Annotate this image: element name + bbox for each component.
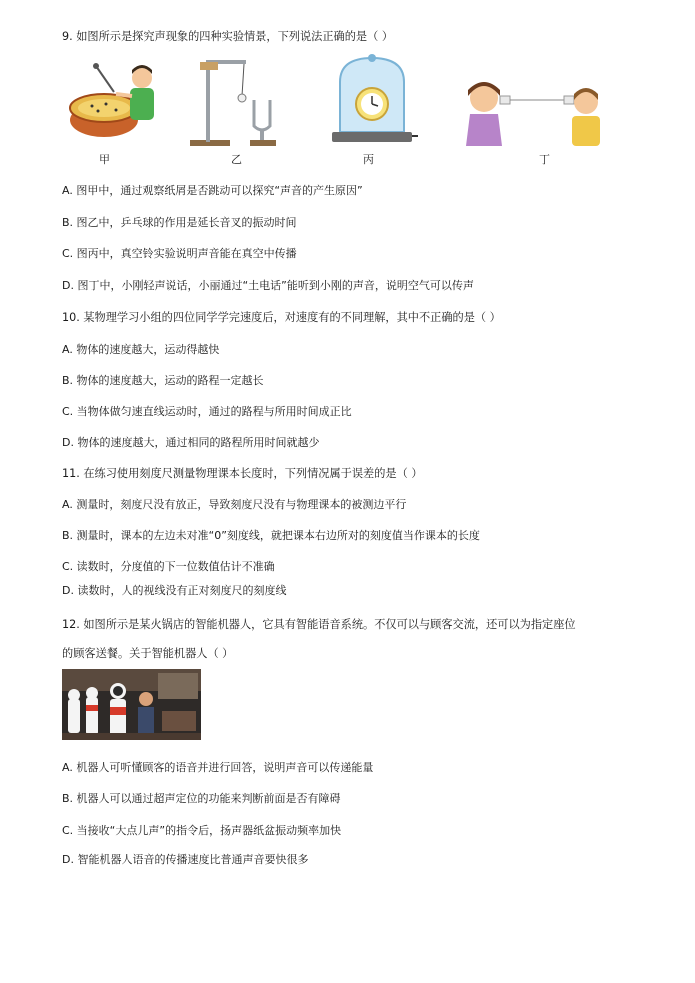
caption-jia: 甲 bbox=[99, 153, 110, 166]
q9-option-a: A. 图甲中，通过观察纸屑是否跳动可以探究“声音的产生原因” bbox=[62, 184, 363, 197]
robot-restaurant-photo bbox=[62, 669, 201, 740]
figure-bing-bell-jar bbox=[326, 52, 418, 148]
q10-option-a: A. 物体的速度越大，运动得越快 bbox=[62, 343, 220, 356]
q11-option-c: C. 读数时，分度值的下一位数值估计不准确 bbox=[62, 560, 275, 573]
q10-option-b: B. 物体的速度越大，运动的路程一定越长 bbox=[62, 374, 264, 387]
q9-option-c: C. 图丙中，真空铃实验说明声音能在真空中传播 bbox=[62, 247, 297, 260]
caption-bing: 丙 bbox=[363, 153, 374, 166]
q10-option-d: D. 物体的速度越大，通过相同的路程所用时间就越少 bbox=[62, 436, 320, 449]
q12-stem-line1: 12. 如图所示是某火锅店的智能机器人，它具有智能语音系统。不仅可以与顾客交流，还可以为指定座位 bbox=[62, 618, 576, 631]
q10-stem: 10. 某物理学习小组的四位同学学完速度后，对速度有的不同理解，其中不正确的是（ ） bbox=[62, 311, 501, 324]
q12-option-d: D. 智能机器人语音的传播速度比普通声音要快很多 bbox=[62, 853, 309, 866]
q12-stem-line2: 的顾客送餐。关于智能机器人（ ） bbox=[62, 647, 234, 660]
caption-yi: 乙 bbox=[231, 153, 242, 166]
q9-stem: 9. 如图所示是探究声现象的四种实验情景，下列说法正确的是（ ） bbox=[62, 30, 394, 43]
q11-option-a: A. 测量时，刻度尺没有放正，导致刻度尺没有与物理课本的被测边平行 bbox=[62, 498, 407, 511]
q9-option-d: D. 图丁中，小刚轻声说话，小丽通过“土电话”能听到小刚的声音，说明空气可以传声 bbox=[62, 279, 474, 292]
q9-option-b: B. 图乙中，乒乓球的作用是延长音叉的振动时间 bbox=[62, 216, 297, 229]
q11-stem: 11. 在练习使用刻度尺测量物理课本长度时，下列情况属于误差的是（ ） bbox=[62, 467, 423, 480]
figure-jia-drum bbox=[66, 58, 164, 148]
caption-ding: 丁 bbox=[539, 153, 550, 166]
q10-option-c: C. 当物体做匀速直线运动时，通过的路程与所用时间成正比 bbox=[62, 405, 352, 418]
figure-yi-tuning-fork bbox=[186, 56, 282, 148]
q12-option-c: C. 当接收“大点儿声”的指令后，扬声器纸盆振动频率加快 bbox=[62, 824, 342, 837]
q11-option-b: B. 测量时，课本的左边未对准“0”刻度线，就把课本右边所对的刻度值当作课本的长度 bbox=[62, 529, 480, 542]
q11-option-d: D. 读数时，人的视线没有正对刻度尺的刻度线 bbox=[62, 584, 287, 597]
q12-option-b: B. 机器人可以通过超声定位的功能来判断前面是否有障碍 bbox=[62, 792, 341, 805]
q12-option-a: A. 机器人可听懂顾客的语音并进行回答，说明声音可以传递能量 bbox=[62, 761, 374, 774]
figure-ding-string-phone bbox=[460, 80, 610, 148]
